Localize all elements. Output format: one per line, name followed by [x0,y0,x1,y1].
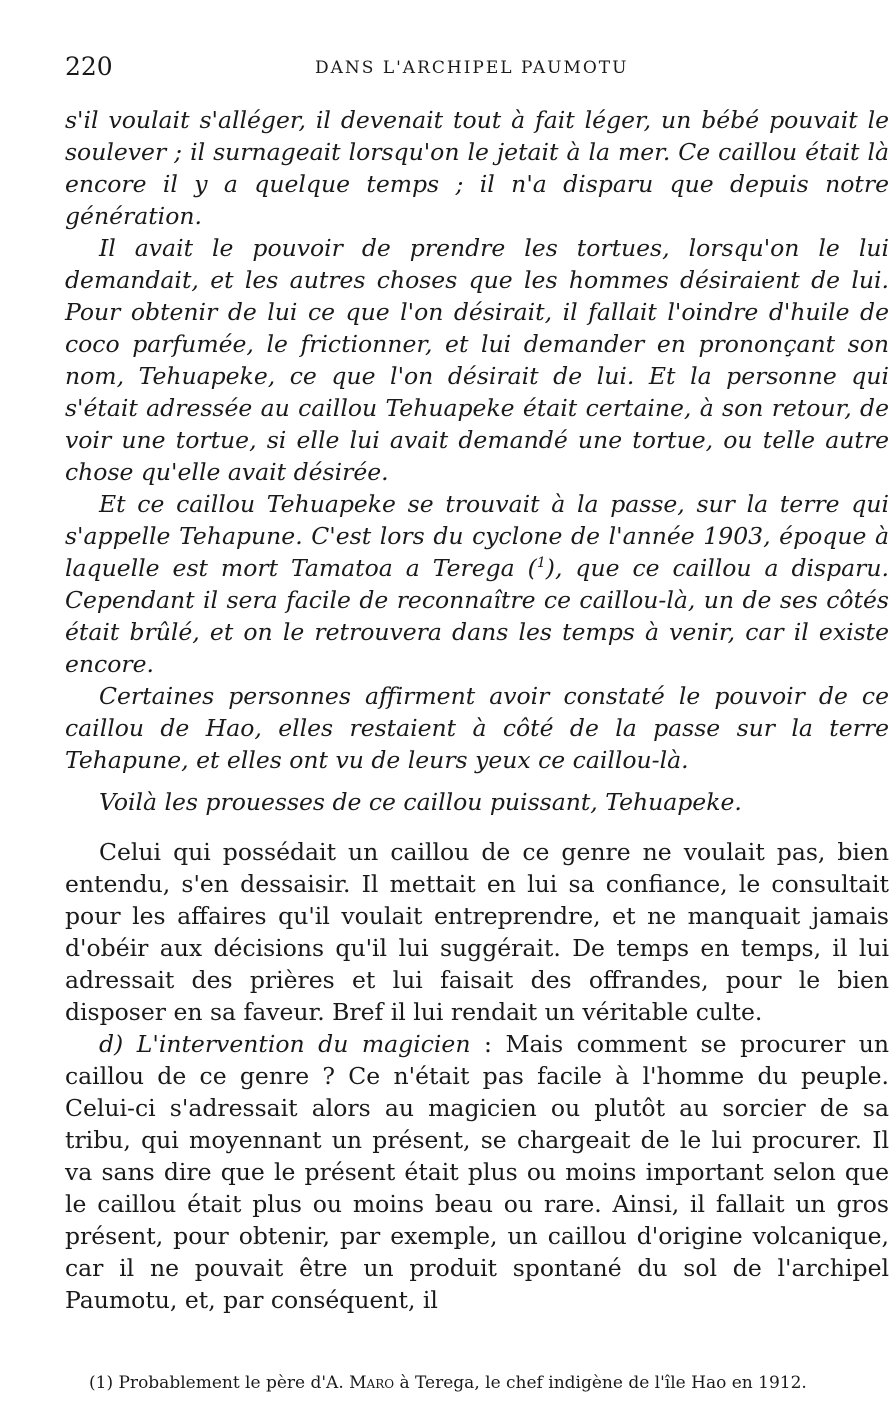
story-paragraph-3 [65,488,889,680]
footnote-reference: 1 [536,555,546,572]
footnote-author: Maro [349,1373,395,1393]
story-paragraph-4: Certaines personnes affirment avoir constaté le pouvoir de ce caillou de Hao, elles restaient à côté de la passe sur la terre Tehapune, et elles ont vu de leurs yeux ce caillou-là. [65,682,889,774]
footnote [65,1372,887,1394]
story-paragraph-5: Voilà les prouesses de ce caillou puissant, Tehuapeke. [99,788,742,816]
main-paragraph-1: Celui qui possédait un caillou de ce genre ne voulait pas, bien entendu, s'en dessaisir. Il mettait en lui sa confiance, le consultait pour les affaires qu'il voulait entreprendre, et ne manquait jamais d'obéir aux décisions qu'il lui suggérait. De temps en temps, il lui adressait des prières et lui faisait des offrandes, pour le bien disposer en sa faveur. Bref il lui rendait un véritable culte. [65,838,889,1026]
running-title: DANS L'ARCHIPEL PAUMOTU [315,58,629,78]
story-paragraph-2: Il avait le pouvoir de prendre les tortues, lorsqu'on le lui demandait, et les autres choses que les hommes désiraient de lui. Pour obtenir de lui ce que l'on désirait, il fallait l'oindre d'huile de coco parfumée, le frictionner, et lui demander en prononçant son nom, Tehuapeke, ce que l'on désirait de lui. Et la personne qui s'était adressée au caillou Tehuapeke était certaine, à son retour, de voir une tortue, si elle lui avait demandé une tortue, ou telle autre chose qu'elle avait désirée. [65,234,889,486]
footnote-text-start: Probablement le père d'A. [113,1373,350,1393]
story-paragraph-3-start: Et ce caillou Tehuapeke se trouvait à la passe, sur la terre qui s'appelle Tehapune. C'est lors du cyclone de l'année 1903, époque à laquelle est mort Tamatoa a Terega ( [65,490,889,582]
page-number: 220 [65,52,113,81]
footnote-marker: (1) [89,1373,114,1393]
story-paragraph-1: s'il voulait s'alléger, il devenait tout à fait léger, un bébé pouvait le soulever ; il surnageait lorsqu'on le jetait à la mer. Ce caillou était là encore il y a quelque temps ; il n'a disparu que depuis notre génération. [65,106,889,230]
section-label: d) L'intervention du magicien [99,1030,471,1058]
main-paragraph-2 [65,1028,889,1316]
main-paragraph-2-text: : Mais comment se procurer un caillou de ce genre ? Ce n'était pas facile à l'homme du peuple. Celui-ci s'adressait alors au magicien ou plutôt au sorcier de sa tribu, qui moyennant un présent, se chargeait de le lui procurer. Il va sans dire que le présent était plus ou moins important selon que le caillou était plus ou moins beau ou rare. Ainsi, il fallait un gros présent, pour obtenir, par exemple, un caillou d'origine volcanique, car il ne pouvait être un produit spontané du sol de l'archipel Paumotu, et, par conséquent, il [65,1030,889,1314]
footnote-text-end: à Terega, le chef indigène de l'île Hao en 1912. [394,1373,807,1393]
page-header [65,52,887,86]
story-paragraph-3-end: ), que ce caillou a disparu. Cependant il sera facile de reconnaître ce caillou-là, un de ses côtés était brûlé, et on le retrouvera dans les temps à venir, car il existe encore. [65,554,890,678]
page-body [65,104,889,1316]
